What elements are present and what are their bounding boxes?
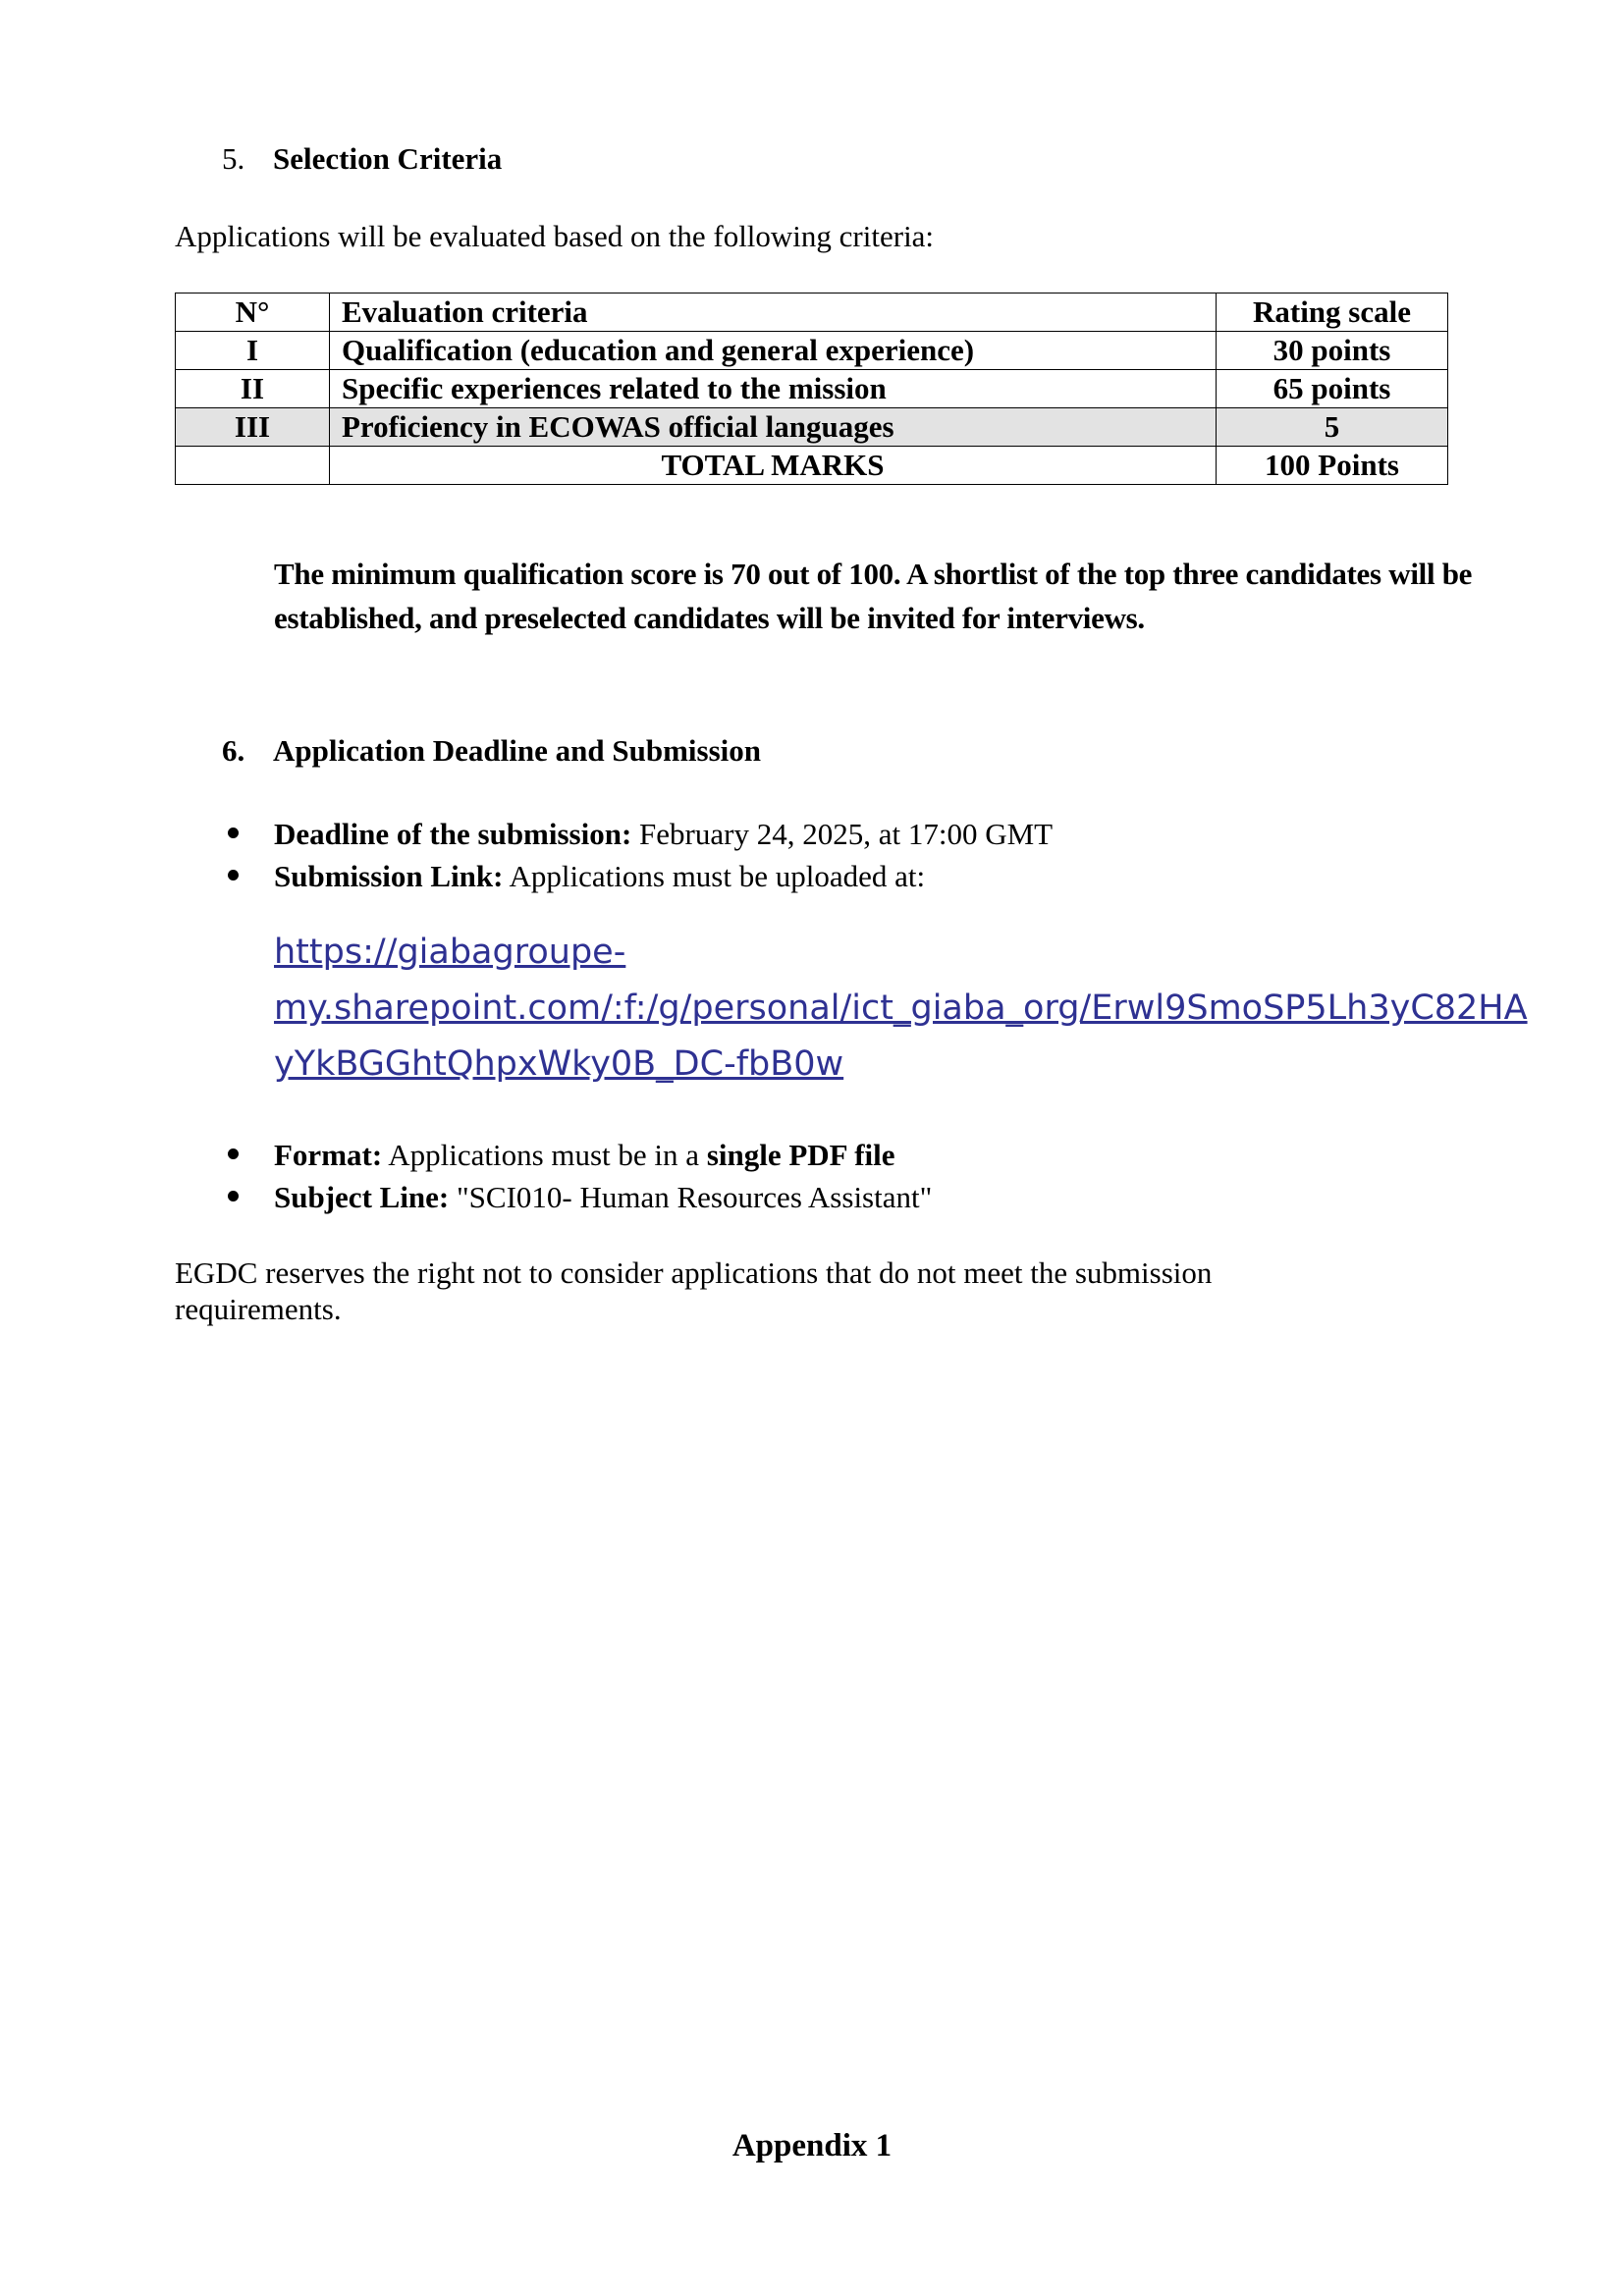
section-title: Application Deadline and Submission: [273, 733, 762, 768]
submission-link[interactable]: [274, 925, 1528, 1093]
closing-line: requirements.: [175, 1292, 342, 1326]
deadline-value: February 24, 2025, at 17:00 GMT: [631, 817, 1054, 851]
submission-value: Applications must be uploaded at:: [503, 859, 926, 893]
deadline-bullet-list: [222, 813, 1053, 897]
table-total-row: [176, 447, 1448, 485]
bullet-icon: [228, 828, 239, 838]
link-line: my.sharepoint.com/:f:/g/personal/ict_giaba_org/Erwl9SmoSP5Lh3yC82HA: [274, 988, 1528, 1028]
format-emphasis: single PDF file: [706, 1138, 895, 1172]
table-row: [176, 370, 1448, 408]
row-scale: 30 points: [1217, 332, 1448, 370]
bullet-icon: [228, 1148, 239, 1159]
row-num: III: [176, 408, 330, 447]
section-6-heading: [222, 731, 761, 771]
row-criteria: Specific experiences related to the mission: [330, 370, 1217, 408]
link-line: https://giabagroupe-: [274, 933, 626, 972]
format-bullet-list: [222, 1134, 932, 1218]
deadline-label: Deadline of the submission:: [274, 817, 632, 851]
subject-label: Subject Line:: [274, 1180, 450, 1214]
table-row: [176, 332, 1448, 370]
submission-label: Submission Link:: [274, 859, 504, 893]
row-num: I: [176, 332, 330, 370]
header-num: N°: [176, 294, 330, 332]
list-item: [222, 813, 1053, 855]
bullet-icon: [228, 870, 239, 881]
row-scale: 65 points: [1217, 370, 1448, 408]
header-scale: Rating scale: [1217, 294, 1448, 332]
row-criteria: Qualification (education and general experience): [330, 332, 1217, 370]
link-line: yYkBGGhtQhpxWky0B_DC-fbB0w: [274, 1044, 844, 1084]
list-item: [222, 1134, 932, 1176]
total-value: 100 Points: [1217, 447, 1448, 485]
list-item: [222, 1176, 932, 1218]
closing-paragraph: [175, 1255, 1212, 1327]
appendix-footer: Appendix 1: [731, 2128, 893, 2163]
format-label: Format:: [274, 1138, 383, 1172]
bullet-icon: [228, 1191, 239, 1201]
table-row: [176, 408, 1448, 447]
row-scale: 5: [1217, 408, 1448, 447]
criteria-table: [175, 293, 1448, 485]
subject-value: "SCI010- Human Resources Assistant": [449, 1180, 933, 1214]
section-number: 5.: [222, 141, 245, 176]
minimum-score-note: The minimum qualification score is 70 out of 100. A shortlist of the top three candidates will be established, and preselected candidates will be invited for interviews.: [274, 557, 1473, 635]
row-criteria: Proficiency in ECOWAS official languages: [330, 408, 1217, 447]
total-label: TOTAL MARKS: [330, 447, 1217, 485]
section-number: 6.: [222, 733, 245, 768]
table-header-row: [176, 294, 1448, 332]
format-value: Applications must be in a: [382, 1138, 707, 1172]
closing-line: EGDC reserves the right not to consider applications that do not meet the submission: [175, 1255, 1213, 1290]
row-num: II: [176, 370, 330, 408]
header-criteria: Evaluation criteria: [330, 294, 1217, 332]
list-item: [222, 855, 1053, 897]
criteria-intro: Applications will be evaluated based on the following criteria:: [175, 219, 935, 253]
total-empty-cell: [176, 447, 330, 485]
section-5-heading: [222, 139, 502, 179]
section-title: Selection Criteria: [273, 141, 503, 176]
